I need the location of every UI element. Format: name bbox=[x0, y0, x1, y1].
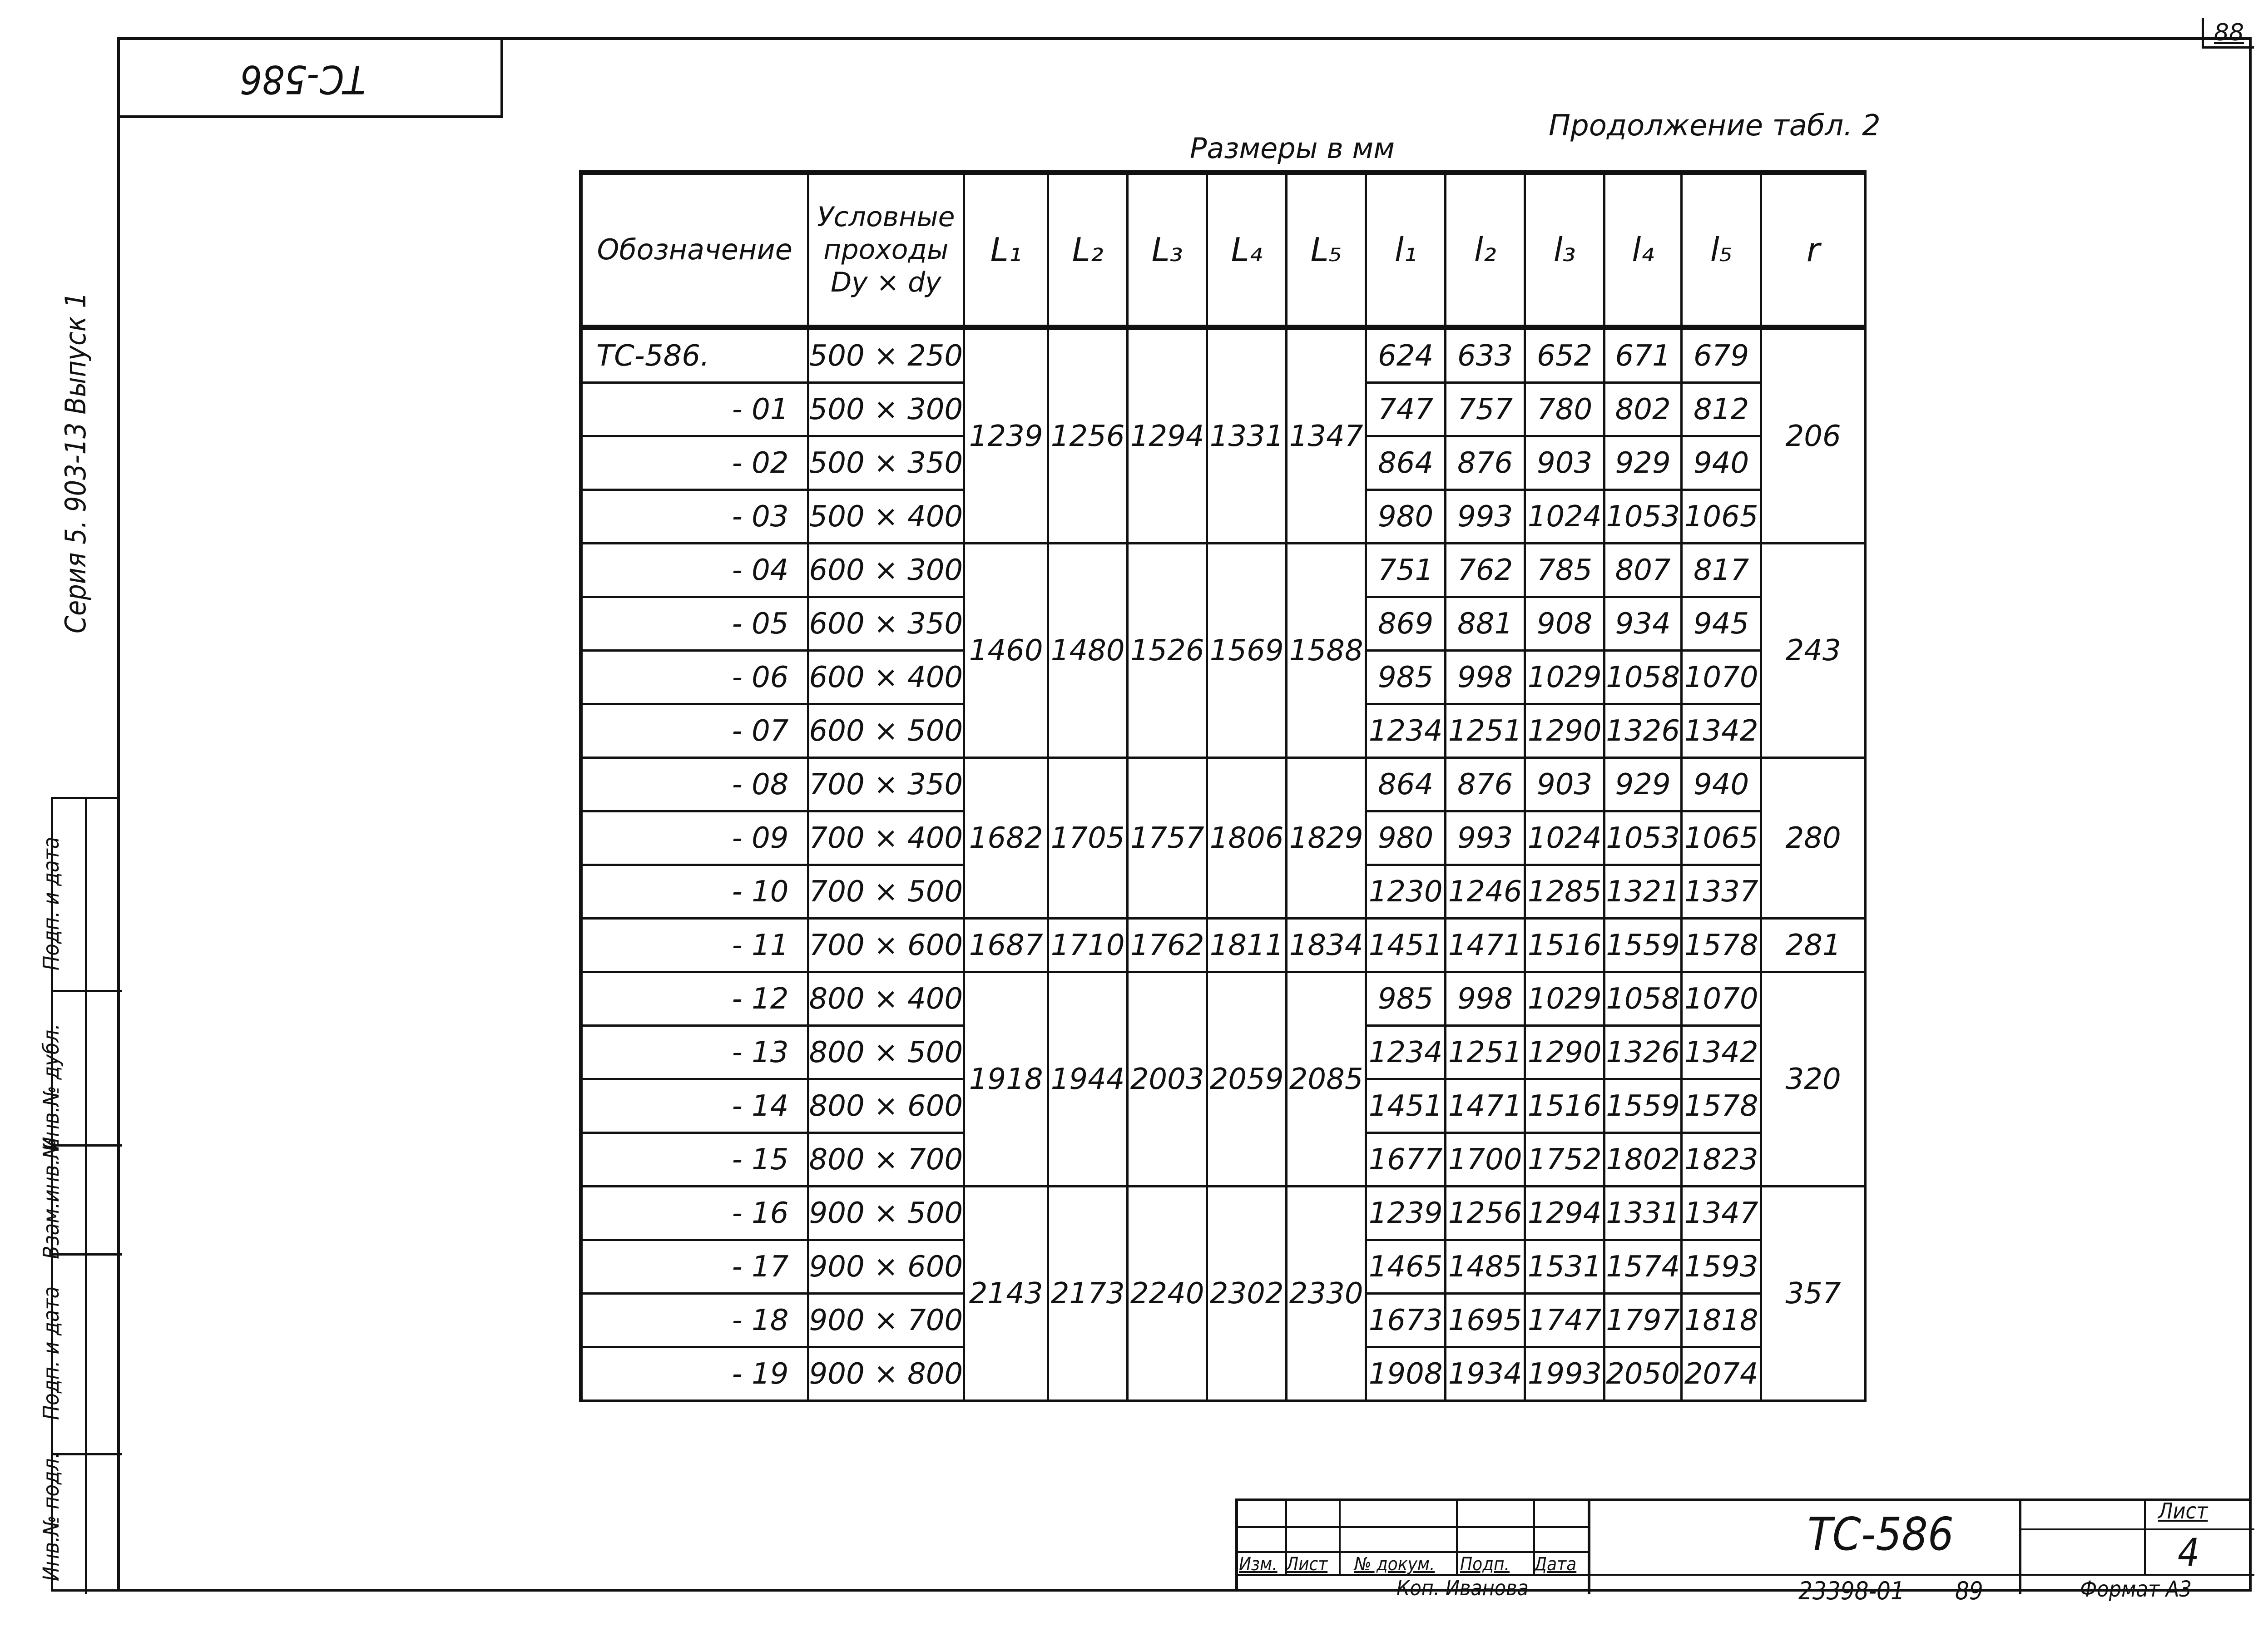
table-row bbox=[581, 544, 1866, 597]
header-passage-line1: Условные bbox=[817, 201, 955, 233]
cell-l5: 2074 bbox=[1682, 1347, 1761, 1401]
cell-l4: 1559 bbox=[1604, 919, 1682, 972]
cell-L5: 1829 bbox=[1287, 758, 1366, 919]
cell-passage: 600 × 300 bbox=[808, 544, 964, 597]
cell-l4: 929 bbox=[1604, 758, 1682, 811]
cell-designation: - 10 bbox=[581, 865, 808, 919]
header-L5: L₅ bbox=[1287, 173, 1366, 327]
cell-L4: 1811 bbox=[1207, 919, 1287, 972]
cell-l2: 998 bbox=[1446, 972, 1525, 1026]
cell-l3: 785 bbox=[1525, 544, 1604, 597]
cell-L4: 1806 bbox=[1207, 758, 1287, 919]
cell-L4: 2302 bbox=[1207, 1187, 1287, 1401]
page-number: 88 bbox=[2214, 19, 2244, 46]
cell-l2: 876 bbox=[1446, 758, 1525, 811]
cell-l5: 1342 bbox=[1682, 704, 1761, 758]
tb-year: 89 bbox=[1955, 1577, 1983, 1605]
cell-l1: 980 bbox=[1366, 490, 1446, 544]
cell-L2: 1256 bbox=[1048, 327, 1128, 544]
cell-l4: 1058 bbox=[1604, 972, 1682, 1026]
cell-designation: - 13 bbox=[581, 1026, 808, 1079]
header-l1: l₁ bbox=[1366, 173, 1446, 327]
cell-l4: 802 bbox=[1604, 383, 1682, 436]
cell-l4: 1797 bbox=[1604, 1294, 1682, 1347]
header-l5: l₅ bbox=[1682, 173, 1761, 327]
cell-l1: 1234 bbox=[1366, 704, 1446, 758]
cell-passage: 500 × 300 bbox=[808, 383, 964, 436]
cell-L5: 2330 bbox=[1287, 1187, 1366, 1401]
cell-l5: 1823 bbox=[1682, 1133, 1761, 1187]
header-l3: l₃ bbox=[1525, 173, 1604, 327]
cell-l2: 1251 bbox=[1446, 704, 1525, 758]
cell-l4: 2050 bbox=[1604, 1347, 1682, 1401]
cell-l3: 1516 bbox=[1525, 919, 1604, 972]
cell-l1: 1677 bbox=[1366, 1133, 1446, 1187]
cell-designation: - 03 bbox=[581, 490, 808, 544]
units-caption: Размеры в мм bbox=[1190, 132, 1395, 165]
cell-passage: 600 × 500 bbox=[808, 704, 964, 758]
tb-label-doc: № докум. bbox=[1354, 1554, 1435, 1575]
cell-l4: 1053 bbox=[1604, 490, 1682, 544]
cell-r: 243 bbox=[1761, 544, 1866, 758]
header-L3: L₃ bbox=[1128, 173, 1207, 327]
header-passage-line3: Dу × dу bbox=[830, 267, 941, 298]
cell-designation: - 15 bbox=[581, 1133, 808, 1187]
cell-passage: 700 × 400 bbox=[808, 811, 964, 865]
cell-l5: 1070 bbox=[1682, 972, 1761, 1026]
cell-l1: 1230 bbox=[1366, 865, 1446, 919]
cell-L3: 2003 bbox=[1128, 972, 1207, 1187]
cell-l3: 1290 bbox=[1525, 704, 1604, 758]
cell-l4: 1331 bbox=[1604, 1187, 1682, 1240]
cell-designation: - 17 bbox=[581, 1240, 808, 1294]
cell-r: 281 bbox=[1761, 919, 1866, 972]
cell-l4: 1326 bbox=[1604, 704, 1682, 758]
cell-L3: 1294 bbox=[1128, 327, 1207, 544]
dimensions-table bbox=[579, 170, 1867, 1402]
cell-L1: 1460 bbox=[964, 544, 1048, 758]
cell-l2: 1256 bbox=[1446, 1187, 1525, 1240]
cell-L5: 1588 bbox=[1287, 544, 1366, 758]
cell-L1: 1687 bbox=[964, 919, 1048, 972]
cell-designation: - 18 bbox=[581, 1294, 808, 1347]
cell-l5: 1065 bbox=[1682, 490, 1761, 544]
cell-designation: - 08 bbox=[581, 758, 808, 811]
cell-r: 280 bbox=[1761, 758, 1866, 919]
cell-passage: 900 × 500 bbox=[808, 1187, 964, 1240]
cell-L2: 1480 bbox=[1048, 544, 1128, 758]
cell-l4: 1559 bbox=[1604, 1079, 1682, 1133]
cell-l2: 993 bbox=[1446, 811, 1525, 865]
cell-l5: 945 bbox=[1682, 597, 1761, 651]
stamp-podp-data-2: Подп. и дата bbox=[39, 836, 64, 971]
cell-designation: - 09 bbox=[581, 811, 808, 865]
header-l4: l₄ bbox=[1604, 173, 1682, 327]
tb-sheet-label: Лист bbox=[2158, 1498, 2208, 1524]
cell-l1: 747 bbox=[1366, 383, 1446, 436]
cell-l2: 1471 bbox=[1446, 919, 1525, 972]
cell-l4: 1326 bbox=[1604, 1026, 1682, 1079]
cell-passage: 500 × 400 bbox=[808, 490, 964, 544]
cell-L4: 2059 bbox=[1207, 972, 1287, 1187]
cell-L1: 1239 bbox=[964, 327, 1048, 544]
header-row bbox=[581, 173, 1866, 327]
cell-l1: 980 bbox=[1366, 811, 1446, 865]
cell-L4: 1569 bbox=[1207, 544, 1287, 758]
cell-l4: 1802 bbox=[1604, 1133, 1682, 1187]
cell-designation: - 07 bbox=[581, 704, 808, 758]
cell-l5: 679 bbox=[1682, 327, 1761, 383]
cell-l4: 1053 bbox=[1604, 811, 1682, 865]
cell-l5: 1593 bbox=[1682, 1240, 1761, 1294]
stamp-mirrored-code: ТС-586 bbox=[240, 56, 366, 102]
cell-l2: 1934 bbox=[1446, 1347, 1525, 1401]
cell-l3: 652 bbox=[1525, 327, 1604, 383]
cell-l3: 1290 bbox=[1525, 1026, 1604, 1079]
cell-l3: 1747 bbox=[1525, 1294, 1604, 1347]
cell-l5: 1578 bbox=[1682, 1079, 1761, 1133]
cell-l4: 934 bbox=[1604, 597, 1682, 651]
tb-label-sign: Подп. bbox=[1460, 1554, 1510, 1575]
series-text: Серия 5. 903-13 Выпуск 1 bbox=[59, 292, 92, 633]
cell-l1: 1673 bbox=[1366, 1294, 1446, 1347]
cell-l2: 1700 bbox=[1446, 1133, 1525, 1187]
table-body bbox=[581, 327, 1866, 1401]
cell-l4: 929 bbox=[1604, 436, 1682, 490]
cell-l1: 1908 bbox=[1366, 1347, 1446, 1401]
cell-l1: 1239 bbox=[1366, 1187, 1446, 1240]
cell-l3: 1531 bbox=[1525, 1240, 1604, 1294]
cell-l5: 817 bbox=[1682, 544, 1761, 597]
header-L1: L₁ bbox=[964, 173, 1048, 327]
cell-l5: 1070 bbox=[1682, 651, 1761, 704]
cell-L1: 1918 bbox=[964, 972, 1048, 1187]
cell-l3: 1516 bbox=[1525, 1079, 1604, 1133]
cell-l3: 1024 bbox=[1525, 811, 1604, 865]
cell-L4: 1331 bbox=[1207, 327, 1287, 544]
cell-l3: 1285 bbox=[1525, 865, 1604, 919]
tb-sheet-number: 4 bbox=[2178, 1530, 2200, 1575]
cell-l4: 1058 bbox=[1604, 651, 1682, 704]
cell-passage: 900 × 700 bbox=[808, 1294, 964, 1347]
cell-l1: 1451 bbox=[1366, 1079, 1446, 1133]
cell-passage: 500 × 250 bbox=[808, 327, 964, 383]
cell-designation: - 04 bbox=[581, 544, 808, 597]
cell-l2: 633 bbox=[1446, 327, 1525, 383]
tb-document-code: ТС-586 bbox=[1807, 1508, 1954, 1561]
tb-label-izm: Изм. bbox=[1239, 1554, 1278, 1575]
cell-L3: 1757 bbox=[1128, 758, 1207, 919]
header-L2: L₂ bbox=[1048, 173, 1128, 327]
cell-l5: 1347 bbox=[1682, 1187, 1761, 1240]
cell-l3: 903 bbox=[1525, 436, 1604, 490]
cell-l1: 985 bbox=[1366, 651, 1446, 704]
header-designation: Обозначение bbox=[581, 173, 808, 327]
cell-l3: 1024 bbox=[1525, 490, 1604, 544]
cell-passage: 600 × 350 bbox=[808, 597, 964, 651]
cell-passage: 800 × 500 bbox=[808, 1026, 964, 1079]
table-row bbox=[581, 758, 1866, 811]
cell-L5: 2085 bbox=[1287, 972, 1366, 1187]
cell-L2: 1710 bbox=[1048, 919, 1128, 972]
cell-designation: - 05 bbox=[581, 597, 808, 651]
table-row bbox=[581, 919, 1866, 972]
cell-l1: 864 bbox=[1366, 436, 1446, 490]
cell-L3: 2240 bbox=[1128, 1187, 1207, 1401]
cell-l3: 1029 bbox=[1525, 651, 1604, 704]
stamp-inv-podl: Инв.№ подл. bbox=[39, 1452, 64, 1582]
cell-L1: 2143 bbox=[964, 1187, 1048, 1401]
tb-inventory: 23398-01 bbox=[1798, 1577, 1905, 1605]
cell-designation: - 01 bbox=[581, 383, 808, 436]
header-r: r bbox=[1761, 173, 1866, 327]
cell-l5: 1578 bbox=[1682, 919, 1761, 972]
cell-r: 320 bbox=[1761, 972, 1866, 1187]
header-passage-line2: проходы bbox=[823, 234, 949, 266]
cell-passage: 600 × 400 bbox=[808, 651, 964, 704]
cell-passage: 700 × 600 bbox=[808, 919, 964, 972]
cell-l4: 1321 bbox=[1604, 865, 1682, 919]
tb-copied-by: Коп. Иванова bbox=[1396, 1576, 1529, 1600]
cell-l2: 881 bbox=[1446, 597, 1525, 651]
cell-l5: 1065 bbox=[1682, 811, 1761, 865]
table-row bbox=[581, 1187, 1866, 1240]
cell-designation: - 16 bbox=[581, 1187, 808, 1240]
cell-l5: 812 bbox=[1682, 383, 1761, 436]
cell-passage: 700 × 350 bbox=[808, 758, 964, 811]
table-row bbox=[581, 327, 1866, 383]
table-continuation-caption: Продолжение табл. 2 bbox=[1549, 109, 1881, 143]
cell-l2: 1251 bbox=[1446, 1026, 1525, 1079]
cell-l3: 1752 bbox=[1525, 1133, 1604, 1187]
cell-passage: 900 × 800 bbox=[808, 1347, 964, 1401]
header-L4: L₄ bbox=[1207, 173, 1287, 327]
cell-l1: 624 bbox=[1366, 327, 1446, 383]
cell-l5: 940 bbox=[1682, 436, 1761, 490]
cell-l2: 998 bbox=[1446, 651, 1525, 704]
cell-passage: 800 × 600 bbox=[808, 1079, 964, 1133]
cell-designation: - 06 bbox=[581, 651, 808, 704]
cell-designation: - 11 bbox=[581, 919, 808, 972]
cell-l3: 903 bbox=[1525, 758, 1604, 811]
cell-l3: 780 bbox=[1525, 383, 1604, 436]
cell-l2: 762 bbox=[1446, 544, 1525, 597]
cell-l3: 1029 bbox=[1525, 972, 1604, 1026]
cell-l3: 908 bbox=[1525, 597, 1604, 651]
cell-l1: 1465 bbox=[1366, 1240, 1446, 1294]
cell-l1: 985 bbox=[1366, 972, 1446, 1026]
cell-designation: - 12 bbox=[581, 972, 808, 1026]
cell-l3: 1294 bbox=[1525, 1187, 1604, 1240]
table-row bbox=[581, 972, 1866, 1026]
cell-L3: 1526 bbox=[1128, 544, 1207, 758]
tb-format: Формат А3 bbox=[2080, 1577, 2192, 1602]
cell-l1: 864 bbox=[1366, 758, 1446, 811]
cell-r: 357 bbox=[1761, 1187, 1866, 1401]
cell-l2: 1485 bbox=[1446, 1240, 1525, 1294]
cell-l5: 1818 bbox=[1682, 1294, 1761, 1347]
stamp-box bbox=[117, 37, 503, 118]
cell-L1: 1682 bbox=[964, 758, 1048, 919]
cell-designation: ТС-586. bbox=[581, 327, 808, 383]
cell-l4: 807 bbox=[1604, 544, 1682, 597]
cell-designation: - 14 bbox=[581, 1079, 808, 1133]
cell-l2: 1695 bbox=[1446, 1294, 1525, 1347]
cell-passage: 900 × 600 bbox=[808, 1240, 964, 1294]
cell-l1: 751 bbox=[1366, 544, 1446, 597]
cell-r: 206 bbox=[1761, 327, 1866, 544]
cell-passage: 800 × 400 bbox=[808, 972, 964, 1026]
cell-passage: 700 × 500 bbox=[808, 865, 964, 919]
tb-label-date: Дата bbox=[1534, 1554, 1577, 1575]
cell-l3: 1993 bbox=[1525, 1347, 1604, 1401]
stamp-vzam-inv: Взам.инв.№ bbox=[39, 1138, 64, 1259]
cell-l2: 993 bbox=[1446, 490, 1525, 544]
cell-L3: 1762 bbox=[1128, 919, 1207, 972]
cell-designation: - 19 bbox=[581, 1347, 808, 1401]
cell-passage: 800 × 700 bbox=[808, 1133, 964, 1187]
header-passage bbox=[808, 173, 964, 327]
cell-l1: 1451 bbox=[1366, 919, 1446, 972]
cell-passage: 500 × 350 bbox=[808, 436, 964, 490]
cell-L5: 1834 bbox=[1287, 919, 1366, 972]
stamp-inv-dubl: Инв.№ дубл. bbox=[39, 1024, 64, 1152]
cell-l2: 876 bbox=[1446, 436, 1525, 490]
cell-l5: 940 bbox=[1682, 758, 1761, 811]
cell-l1: 1234 bbox=[1366, 1026, 1446, 1079]
cell-L2: 1705 bbox=[1048, 758, 1128, 919]
cell-l2: 1471 bbox=[1446, 1079, 1525, 1133]
cell-designation: - 02 bbox=[581, 436, 808, 490]
cell-l4: 1574 bbox=[1604, 1240, 1682, 1294]
tb-label-list: Лист bbox=[1286, 1554, 1328, 1575]
cell-L2: 1944 bbox=[1048, 972, 1128, 1187]
cell-L5: 1347 bbox=[1287, 327, 1366, 544]
cell-l4: 671 bbox=[1604, 327, 1682, 383]
header-l2: l₂ bbox=[1446, 173, 1525, 327]
cell-l2: 757 bbox=[1446, 383, 1525, 436]
cell-L2: 2173 bbox=[1048, 1187, 1128, 1401]
cell-l1: 869 bbox=[1366, 597, 1446, 651]
cell-l5: 1337 bbox=[1682, 865, 1761, 919]
stamp-podp-data-1: Подп. и дата bbox=[39, 1286, 64, 1420]
cell-l5: 1342 bbox=[1682, 1026, 1761, 1079]
cell-l2: 1246 bbox=[1446, 865, 1525, 919]
